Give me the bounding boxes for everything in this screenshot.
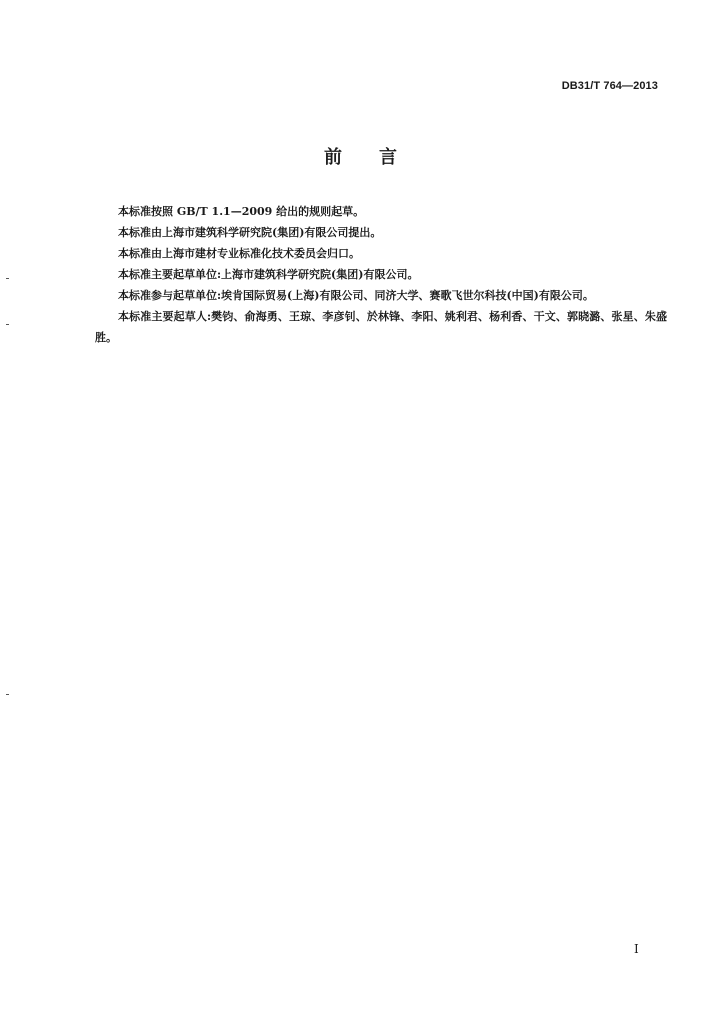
paragraph-drafting-rules: 本标准按照 GB/T 1.1—2009 给出的规则起草。 xyxy=(118,205,365,218)
paragraph-main-drafters: 本标准主要起草人:樊钧、俞海勇、王琼、李彦钊、於林锋、李阳、姚利君、杨利香、干文、郭晓潞、张星、朱盛胜。 xyxy=(95,310,667,344)
page-number: I xyxy=(634,942,639,956)
title-char-2: 言 xyxy=(379,147,397,168)
document-code: DB31/T 764—2013 xyxy=(561,80,658,92)
paragraph-proposer: 本标准由上海市建筑科学研究院(集团)有限公司提出。 xyxy=(118,226,382,239)
scan-mark xyxy=(6,694,9,695)
paragraph-participating-units: 本标准参与起草单位:埃肯国际贸易(上海)有限公司、同济大学、赛歌飞世尔科技(中国)有限公司。 xyxy=(118,289,594,302)
paragraph-committee: 本标准由上海市建材专业标准化技术委员会归口。 xyxy=(118,247,360,260)
scan-mark xyxy=(6,324,9,325)
scan-mark xyxy=(6,278,9,279)
page-title xyxy=(0,143,721,169)
foreword-body xyxy=(95,201,667,348)
paragraph-main-drafting-unit: 本标准主要起草单位:上海市建筑科学研究院(集团)有限公司。 xyxy=(118,268,419,281)
title-char-1: 前 xyxy=(324,147,342,168)
